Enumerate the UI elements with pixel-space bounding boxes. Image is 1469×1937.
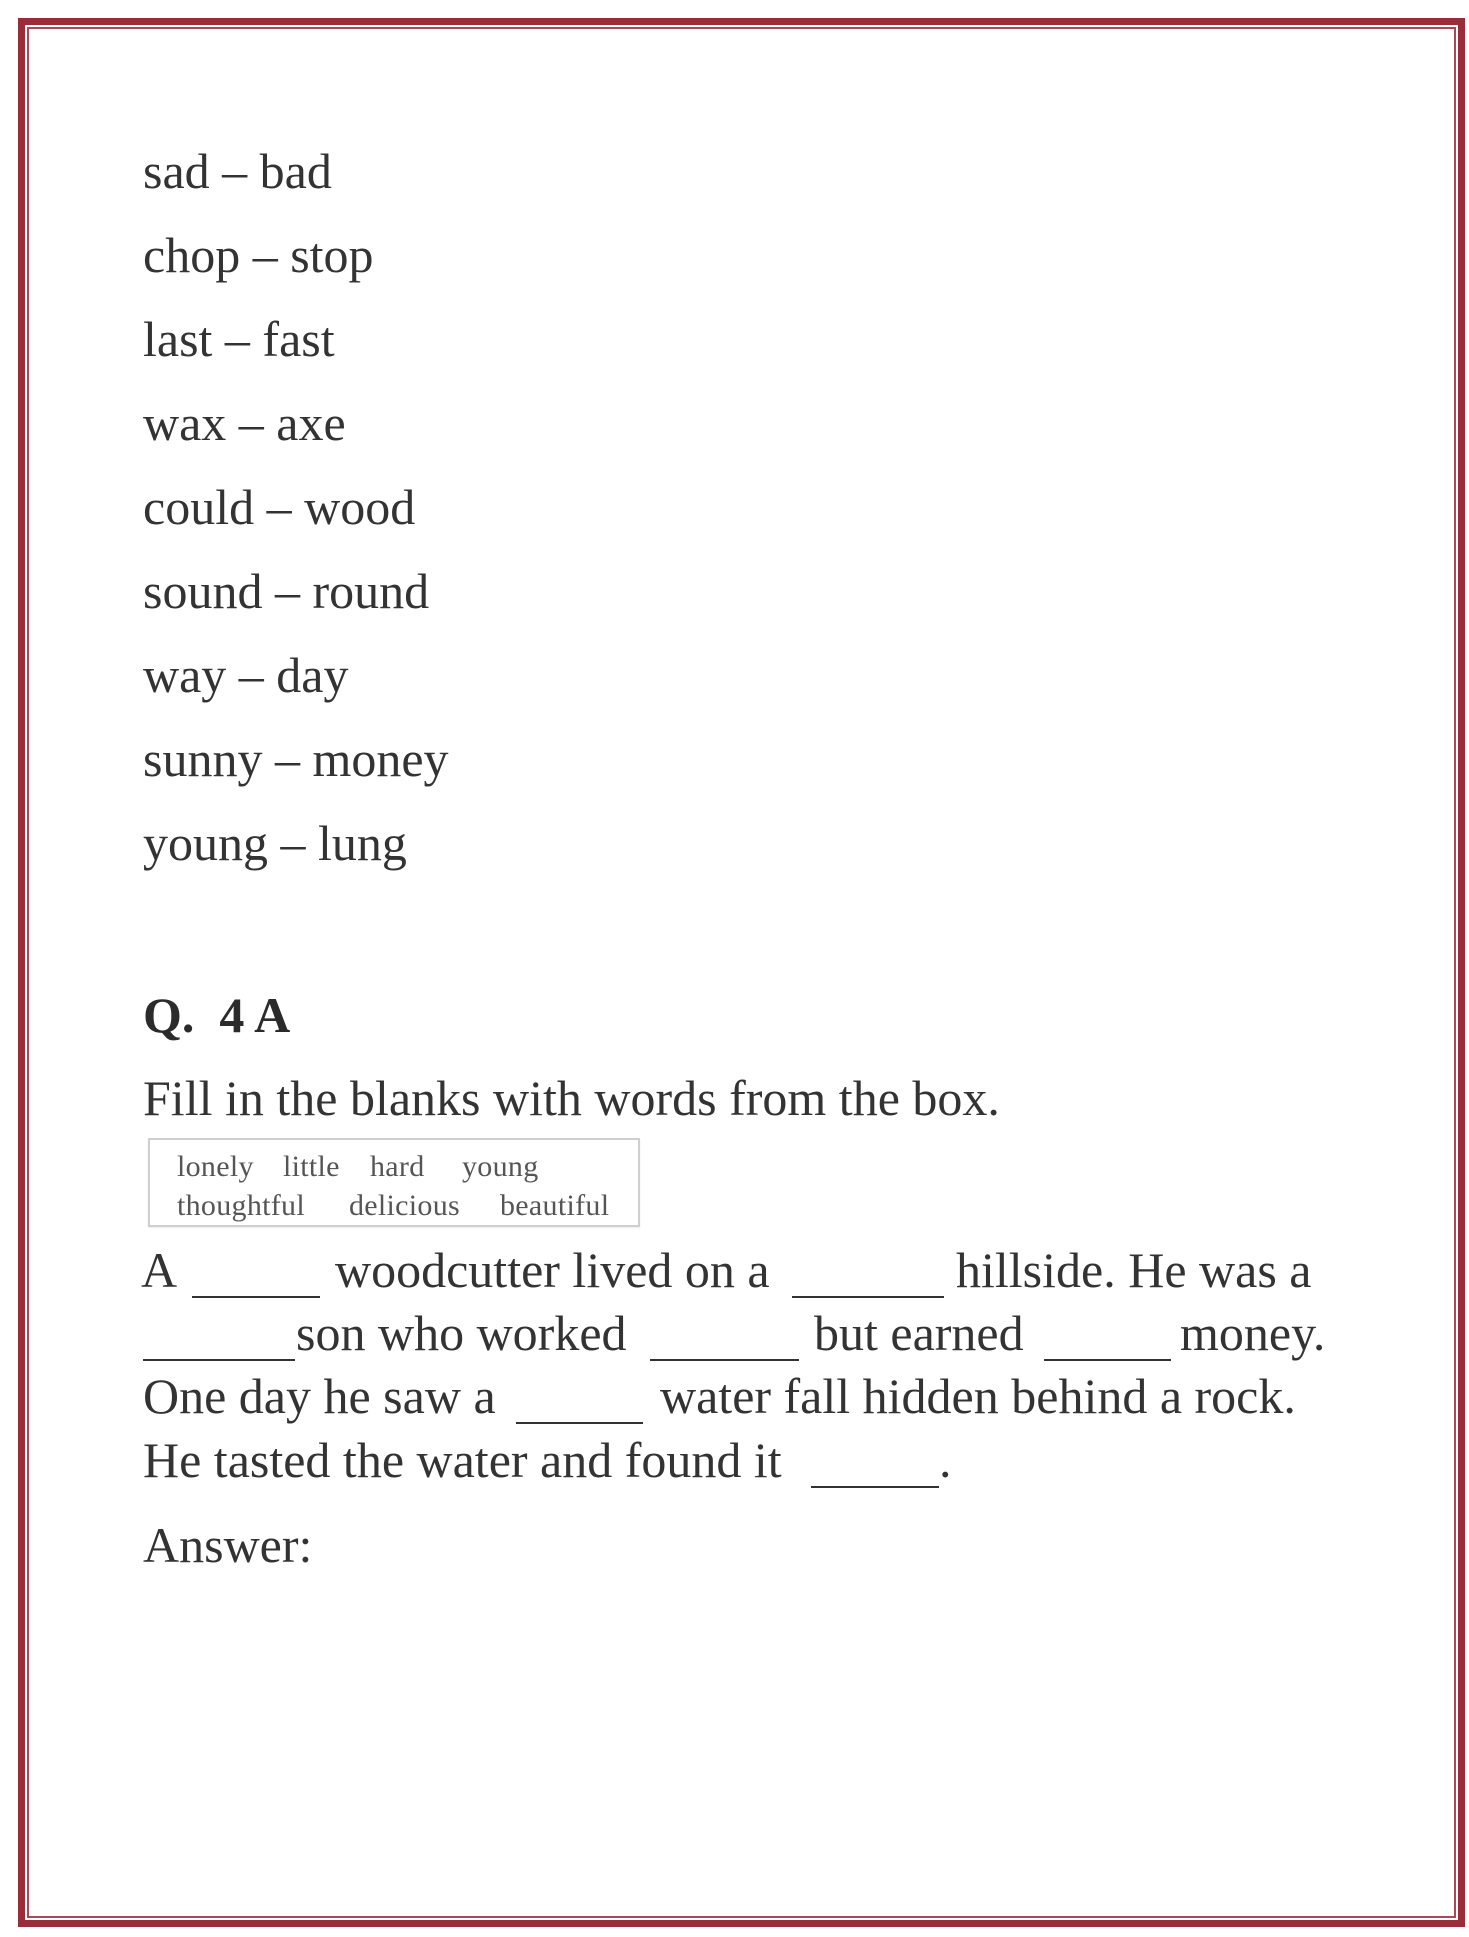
rhyme-pair: last – fast — [143, 311, 335, 367]
word-bank-item: thoughtful — [177, 1189, 305, 1222]
passage-text: One day he saw a — [143, 1368, 496, 1424]
passage-text: A — [141, 1242, 178, 1298]
passage-text: hillside. He was a — [956, 1242, 1312, 1298]
blank-6 — [516, 1422, 643, 1424]
rhyme-pair: chop – stop — [143, 227, 374, 283]
blank-5 — [1044, 1359, 1171, 1361]
blank-3 — [143, 1359, 295, 1361]
word-bank-item: hard — [370, 1150, 425, 1183]
word-bank-item: little — [283, 1150, 340, 1183]
word-bank-item: delicious — [349, 1189, 461, 1222]
passage-text: money. — [1180, 1305, 1326, 1361]
question-heading: Q. 4 A — [143, 987, 291, 1043]
question-instruction: Fill in the blanks with words from the box. — [143, 1070, 1000, 1126]
passage-text: but earned — [814, 1305, 1024, 1361]
word-bank-item: beautiful — [500, 1189, 610, 1222]
passage-text: water fall hidden behind a rock. — [660, 1368, 1296, 1424]
word-bank-item: lonely — [177, 1150, 254, 1183]
passage-text: woodcutter lived on a — [335, 1242, 770, 1298]
rhyme-pair: could – wood — [143, 479, 416, 535]
rhyme-pair: way – day — [143, 647, 349, 703]
rhyme-pair: sunny – money — [143, 731, 449, 787]
blank-4 — [650, 1359, 799, 1361]
rhyme-pair: sound – round — [143, 563, 430, 619]
blank-7 — [811, 1486, 939, 1488]
rhyming-words-list — [143, 129, 449, 885]
answer-label: Answer: — [143, 1517, 313, 1573]
rhyme-pair: wax – axe — [143, 395, 346, 451]
rhyme-pair: young – lung — [143, 815, 407, 871]
word-bank-item: young — [462, 1150, 539, 1183]
rhyme-pair: sad – bad — [143, 143, 332, 199]
passage-text: He tasted the water and found it — [143, 1432, 782, 1488]
word-bank-box — [148, 1138, 640, 1227]
blank-1 — [192, 1296, 320, 1298]
passage-text: . — [939, 1432, 952, 1488]
passage-text: son who worked — [296, 1305, 627, 1361]
blank-2 — [792, 1296, 944, 1298]
